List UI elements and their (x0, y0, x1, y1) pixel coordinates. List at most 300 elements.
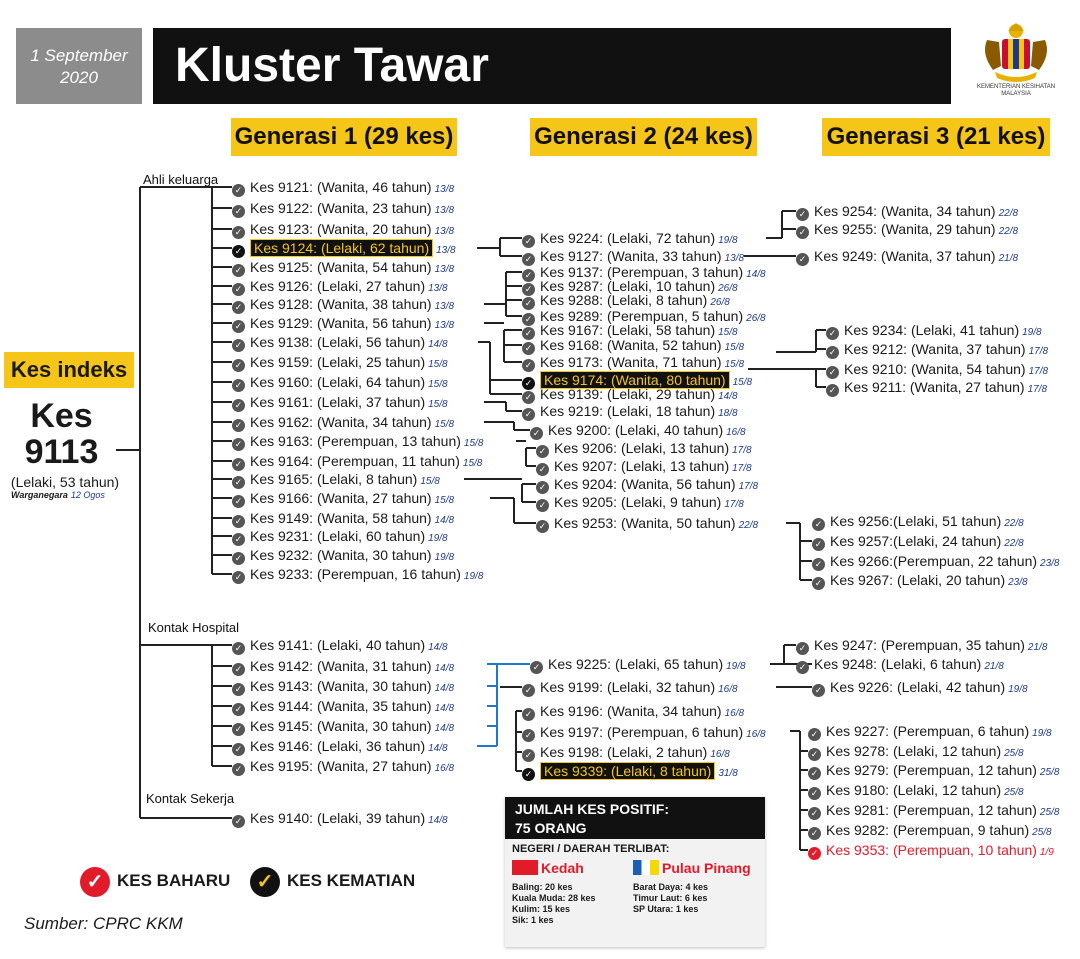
case-date: 19/8 (1008, 684, 1028, 695)
case-date: 23/8 (1040, 558, 1060, 569)
case-text: Kes 9127: (Wanita, 33 tahun) (540, 248, 722, 264)
check-icon: ✓ (522, 391, 535, 404)
case-text: Kes 9211: (Wanita, 27 tahun) (844, 379, 1025, 395)
legend-new (80, 866, 230, 896)
case-date: 13/8 (434, 205, 455, 216)
check-icon: ✓ (232, 283, 245, 296)
case-date: 17/8 (1028, 346, 1049, 357)
gen2-case-row (522, 337, 744, 353)
case-date: 22/8 (998, 208, 1019, 219)
case-text: Kes 9256:(Lelaki, 51 tahun) (830, 513, 1002, 529)
case-text: Kes 9173: (Wanita, 71 tahun) (540, 354, 722, 370)
state-kedah (512, 860, 596, 926)
case-text: Kes 9141: (Lelaki, 40 tahun) (250, 637, 426, 653)
check-icon: ✓ (232, 458, 245, 471)
case-text: Kes 9162: (Wanita, 34 tahun) (250, 414, 432, 430)
case-date: 19/8 (434, 552, 455, 563)
gen3-case-row (808, 782, 1024, 798)
gen3-case-row (826, 361, 1048, 377)
group-hospital-label: Kontak Hospital (148, 620, 240, 635)
check-icon: ✓ (808, 748, 821, 761)
case-text: Kes 9279: (Perempuan, 12 tahun) (826, 762, 1037, 778)
summary-title: JUMLAH KES POSITIF: (515, 801, 670, 817)
check-icon: ✓ (522, 235, 535, 248)
gen3-case-row (796, 203, 1018, 219)
case-date: 14/8 (718, 391, 738, 402)
check-icon: ✓ (232, 438, 245, 451)
death-check-icon: ✓ (522, 768, 535, 781)
death-check-icon: ✓ (522, 377, 535, 390)
check-icon: ✓ (808, 728, 821, 741)
gen3-case-row (796, 248, 1018, 264)
penang-district: Barat Daya: 4 kes (633, 882, 709, 892)
case-text: Kes 9267: (Lelaki, 20 tahun) (830, 572, 1006, 588)
kedah-name: Kedah (541, 860, 584, 876)
check-icon: ✓ (522, 708, 535, 721)
case-text: Kes 9281: (Perempuan, 12 tahun) (826, 802, 1037, 818)
case-date: 17/8 (732, 463, 752, 474)
gen2-case-row (522, 679, 738, 695)
check-icon: ✓ (522, 359, 535, 372)
case-text: Kes 9225: (Lelaki, 65 tahun) (548, 656, 724, 672)
case-date: 14/8 (428, 815, 448, 826)
gen1-case-row (232, 758, 454, 774)
case-text: Kes 9138: (Lelaki, 56 tahun) (250, 334, 426, 350)
case-text: Kes 9282: (Perempuan, 9 tahun) (826, 822, 1030, 838)
gen1-case-row (232, 179, 454, 195)
gen1-case-row (232, 658, 454, 674)
gen2-case-row (522, 703, 744, 719)
check-icon: ✓ (812, 684, 825, 697)
case-date: 25/8 (1039, 767, 1060, 778)
case-text: Kes 9205: (Lelaki, 9 tahun) (554, 494, 722, 510)
gen3-case-row (796, 656, 1004, 672)
source-note: Sumber: CPRC KKM (24, 914, 183, 933)
case-text: Kes 9144: (Wanita, 35 tahun) (250, 698, 432, 714)
case-text: Kes 9125: (Wanita, 54 tahun) (250, 259, 432, 275)
case-date: 14/8 (434, 663, 455, 674)
state-penang (633, 860, 751, 915)
index-case-date: 12 Ogos (70, 490, 105, 500)
generation-3-label: Generasi 3 (21 kes) (822, 118, 1050, 156)
check-icon: ✓ (232, 184, 245, 197)
gen2-case-row (536, 494, 744, 510)
case-text: Kes 9287: (Lelaki, 10 tahun) (540, 278, 716, 294)
case-date: 16/8 (710, 749, 730, 760)
case-date: 19/8 (1032, 728, 1052, 739)
case-date: 14/8 (746, 269, 766, 280)
case-date: 13/8 (428, 283, 448, 294)
check-icon: ✓ (232, 663, 245, 676)
gen2-case-row (522, 724, 766, 740)
check-icon: ✓ (522, 749, 535, 762)
check-icon: ✓ (232, 495, 245, 508)
legend-new-label: KES BAHARU (117, 871, 231, 890)
case-text: Kes 9204: (Wanita, 56 tahun) (554, 476, 736, 492)
case-text: Kes 9247: (Perempuan, 35 tahun) (814, 637, 1025, 653)
case-text: Kes 9278: (Lelaki, 12 tahun) (826, 743, 1002, 759)
check-icon: ✓ (522, 297, 535, 310)
check-icon: ✓ (232, 642, 245, 655)
gen3-case-row (808, 822, 1052, 838)
case-text: Kes 9195: (Wanita, 27 tahun) (250, 758, 432, 774)
check-icon: ✓ (530, 661, 543, 674)
check-icon: ✓ (522, 253, 535, 266)
case-text: Kes 9146: (Lelaki, 36 tahun) (250, 738, 426, 754)
index-case-label: Kes indeks (4, 352, 134, 388)
gen1-case-row (232, 414, 454, 430)
check-icon: ✓ (232, 339, 245, 352)
check-icon: ✓ (232, 226, 245, 239)
check-icon: ✓ (232, 533, 245, 546)
case-text: Kes 9266:(Perempuan, 22 tahun) (830, 553, 1038, 569)
gen1-case-row (232, 510, 454, 526)
case-date: 15/8 (434, 495, 455, 506)
check-icon: ✓ (522, 269, 535, 282)
check-icon: ✓ (826, 327, 839, 340)
citizenship-text: Warganegara (11, 490, 68, 500)
gen2-case-row (522, 354, 744, 370)
gen2-case-row (522, 763, 738, 779)
case-text: Kes 9257:(Lelaki, 24 tahun) (830, 533, 1002, 549)
case-date: 15/8 (428, 379, 448, 390)
kedah-district: Baling: 20 kes (512, 882, 573, 892)
case-date: 22/8 (998, 226, 1019, 237)
penang-district: SP Utara: 1 kes (633, 904, 699, 914)
gen1-case-row (232, 453, 482, 469)
kedah-districts (512, 882, 596, 926)
case-date: 16/8 (746, 729, 766, 740)
case-text: Kes 9210: (Wanita, 54 tahun) (844, 361, 1026, 377)
case-text: Kes 9166: (Wanita, 27 tahun) (250, 490, 432, 506)
check-icon: ✓ (522, 729, 535, 742)
case-text: Kes 9123: (Wanita, 20 tahun) (250, 221, 432, 237)
case-date: 13/8 (434, 226, 455, 237)
gen2-case-row (530, 422, 746, 438)
gen1-case-row (232, 547, 454, 563)
case-text: Kes 9207: (Lelaki, 13 tahun) (554, 458, 730, 474)
case-date: 17/8 (738, 481, 759, 492)
legend-death (250, 866, 415, 896)
gen3-case-row (808, 743, 1024, 759)
case-date: 15/8 (732, 377, 753, 388)
check-icon: ✓ (232, 515, 245, 528)
case-date: 14/8 (434, 703, 455, 714)
gen3-case-row (826, 341, 1048, 357)
case-text: Kes 9128: (Wanita, 38 tahun) (250, 296, 432, 312)
gen1-case-row (232, 259, 454, 275)
gen2-case-row (522, 386, 738, 402)
penang-flag-icon (633, 860, 659, 875)
gen1-case-row (232, 528, 448, 544)
case-date: 16/8 (718, 684, 738, 695)
gen3-case-row (796, 221, 1018, 237)
new-case-icon: ✓ (80, 867, 110, 897)
case-text: Kes 9212: (Wanita, 37 tahun) (844, 341, 1026, 357)
case-text: Kes 9200: (Lelaki, 40 tahun) (548, 422, 724, 438)
case-date: 19/8 (463, 571, 484, 582)
check-icon: ✓ (530, 427, 543, 440)
case-date: 16/8 (724, 708, 745, 719)
gen2-case-row (530, 656, 746, 672)
check-icon: ✓ (796, 253, 809, 266)
gen3-case-row (812, 553, 1060, 569)
case-date: 25/8 (1004, 787, 1024, 798)
case-date: 21/8 (1027, 642, 1048, 653)
case-date: 13/8 (434, 264, 455, 275)
case-date: 15/8 (428, 359, 448, 370)
case-text: Kes 9160: (Lelaki, 64 tahun) (250, 374, 426, 390)
check-icon: ✓ (232, 815, 245, 828)
case-date: 25/8 (1004, 748, 1024, 759)
case-date: 17/8 (1027, 384, 1048, 395)
kedah-district: Kuala Muda: 28 kes (512, 893, 596, 903)
check-icon: ✓ (808, 787, 821, 800)
case-date: 14/8 (434, 515, 455, 526)
case-date: 31/8 (718, 768, 738, 779)
case-date: 19/8 (428, 533, 448, 544)
check-icon: ✓ (522, 313, 535, 326)
date-text: 1 September 2020 (30, 46, 128, 87)
group-family-label: Ahli keluarga (143, 172, 219, 187)
check-icon: ✓ (522, 342, 535, 355)
case-text: Kes 9248: (Lelaki, 6 tahun) (814, 656, 982, 672)
generation-2-label: Generasi 2 (24 kes) (530, 118, 757, 156)
check-icon: ✓ (232, 476, 245, 489)
case-date: 22/8 (1004, 518, 1024, 529)
check-icon: ✓ (812, 577, 825, 590)
check-icon: ✓ (812, 538, 825, 551)
gen1-case-row (232, 240, 456, 256)
case-text: Kes 9224: (Lelaki, 72 tahun) (540, 230, 716, 246)
gen3-case-row (812, 513, 1024, 529)
case-text: Kes 9159: (Lelaki, 25 tahun) (250, 354, 426, 370)
check-icon: ✓ (808, 807, 821, 820)
check-icon: ✓ (232, 552, 245, 565)
case-text: Kes 9234: (Lelaki, 41 tahun) (844, 322, 1020, 338)
case-date: 26/8 (718, 283, 738, 294)
case-date: 16/8 (434, 763, 455, 774)
check-icon: ✓ (232, 683, 245, 696)
check-icon: ✓ (536, 481, 549, 494)
case-date: 1/9 (1039, 847, 1054, 858)
gen3-case-row (808, 842, 1054, 858)
gen2-case-row (536, 515, 758, 531)
gen3-case-row (808, 802, 1059, 818)
gen2-case-row (536, 476, 758, 492)
case-date: 25/8 (1039, 807, 1060, 818)
states-label: NEGERI / DAERAH TERLIBAT: (512, 843, 670, 855)
group-work-label: Kontak Sekerja (146, 791, 235, 806)
case-text: Kes 9163: (Perempuan, 13 tahun) (250, 433, 461, 449)
case-date: 15/8 (434, 419, 455, 430)
case-text: Kes 9149: (Wanita, 58 tahun) (250, 510, 432, 526)
case-text: Kes 9124: (Lelaki, 62 tahun) (250, 239, 433, 257)
case-text: Kes 9219: (Lelaki, 18 tahun) (540, 403, 716, 419)
kedah-district: Sik: 1 kes (512, 915, 554, 925)
gen2-case-row (536, 440, 752, 456)
gen1-case-row (232, 433, 483, 449)
case-text: Kes 9140: (Lelaki, 39 tahun) (250, 810, 426, 826)
check-icon: ✓ (826, 346, 839, 359)
check-icon: ✓ (232, 301, 245, 314)
gen3-case-row (826, 379, 1047, 395)
case-text: Kes 9206: (Lelaki, 13 tahun) (554, 440, 730, 456)
generation-1-label: Generasi 1 (29 kes) (231, 118, 457, 156)
case-date: 14/8 (428, 339, 448, 350)
case-text: Kes 9233: (Perempuan, 16 tahun) (250, 566, 461, 582)
case-date: 22/8 (738, 520, 759, 531)
case-text: Kes 9122: (Wanita, 23 tahun) (250, 200, 432, 216)
case-date: 17/8 (724, 499, 744, 510)
case-date: 16/8 (726, 427, 746, 438)
gen1-case-row (232, 471, 440, 487)
gen3-case-row (808, 762, 1059, 778)
gen1-case-row (232, 221, 454, 237)
case-text: Kes 9143: (Wanita, 30 tahun) (250, 678, 432, 694)
check-icon: ✓ (796, 208, 809, 221)
case-text: Kes 9255: (Wanita, 29 tahun) (814, 221, 996, 237)
case-text: Kes 9174: (Wanita, 80 tahun) (540, 371, 730, 389)
case-text: Kes 9137: (Perempuan, 3 tahun) (540, 264, 744, 280)
case-date: 13/8 (436, 245, 456, 256)
case-date: 15/8 (724, 359, 745, 370)
case-text: Kes 9197: (Perempuan, 6 tahun) (540, 724, 744, 740)
index-case-info: (Lelaki, 53 tahun) (10, 474, 120, 490)
gen1-case-row (232, 738, 448, 754)
gen1-case-row (232, 490, 454, 506)
kedah-district: Kulim: 15 kes (512, 904, 571, 914)
check-icon: ✓ (536, 445, 549, 458)
case-text: Kes 9180: (Lelaki, 12 tahun) (826, 782, 1002, 798)
summary-total: 75 ORANG (515, 820, 587, 836)
case-date: 19/8 (726, 661, 746, 672)
gen2-case-row (522, 403, 738, 419)
check-icon: ✓ (232, 379, 245, 392)
ministry-name: KEMENTERIAN KESIHATAN MALAYSIA (976, 84, 1056, 97)
check-icon: ✓ (522, 283, 535, 296)
gen3-case-row (812, 572, 1028, 588)
case-text: Kes 9165: (Lelaki, 8 tahun) (250, 471, 418, 487)
gen1-case-row (232, 394, 448, 410)
penang-name: Pulau Pinang (662, 860, 751, 876)
gen2-case-row (522, 292, 730, 308)
case-text: Kes 9142: (Wanita, 31 tahun) (250, 658, 432, 674)
case-text: Kes 9231: (Lelaki, 60 tahun) (250, 528, 426, 544)
check-icon: ✓ (826, 384, 839, 397)
case-text: Kes 9253: (Wanita, 50 tahun) (554, 515, 736, 531)
case-date: 14/8 (428, 743, 448, 754)
gen1-case-row (232, 678, 454, 694)
gen1-case-row (232, 718, 454, 734)
case-date: 21/8 (998, 253, 1019, 264)
index-case-id: Kes 9113 (24, 397, 99, 471)
check-icon: ✓ (808, 827, 821, 840)
check-icon: ✓ (232, 399, 245, 412)
check-icon: ✓ (536, 463, 549, 476)
case-date: 17/8 (732, 445, 752, 456)
case-text: Kes 9288: (Lelaki, 8 tahun) (540, 292, 708, 308)
check-icon: ✓ (232, 264, 245, 277)
case-text: Kes 9121: (Wanita, 46 tahun) (250, 179, 432, 195)
case-date: 15/8 (718, 327, 738, 338)
check-icon: ✓ (536, 520, 549, 533)
case-text: Kes 9249: (Wanita, 37 tahun) (814, 248, 996, 264)
kedah-flag-icon (512, 860, 538, 875)
case-date: 21/8 (984, 661, 1004, 672)
check-icon: ✓ (232, 763, 245, 776)
case-text: Kes 9129: (Wanita, 56 tahun) (250, 315, 432, 331)
case-date: 15/8 (428, 399, 448, 410)
gen2-case-row (522, 744, 730, 760)
case-date: 17/8 (1028, 366, 1049, 377)
gen1-case-row (232, 296, 454, 312)
check-icon: ✓ (808, 767, 821, 780)
case-text: Kes 9167: (Lelaki, 58 tahun) (540, 322, 716, 338)
case-text: Kes 9289: (Perempuan, 5 tahun) (540, 308, 744, 324)
case-text: Kes 9168: (Wanita, 52 tahun) (540, 337, 722, 353)
check-icon: ✓ (232, 359, 245, 372)
gen1-case-row (232, 354, 448, 370)
case-text: Kes 9161: (Lelaki, 37 tahun) (250, 394, 426, 410)
check-icon: ✓ (812, 518, 825, 531)
case-date: 13/8 (724, 253, 745, 264)
gen1-case-row (232, 200, 454, 216)
case-date: 14/8 (434, 723, 455, 734)
case-text: Kes 9196: (Wanita, 34 tahun) (540, 703, 722, 719)
case-date: 25/8 (1032, 827, 1052, 838)
check-icon: ✓ (232, 205, 245, 218)
gen1-case-row (232, 334, 448, 350)
legend-death-label: KES KEMATIAN (287, 871, 416, 890)
case-date: 15/8 (462, 458, 483, 469)
summary-header (505, 797, 765, 839)
case-date: 26/8 (746, 313, 766, 324)
case-date: 15/8 (724, 342, 745, 353)
new-case-check-icon: ✓ (808, 847, 821, 860)
gen2-case-row (522, 230, 738, 246)
case-text: Kes 9339: (Lelaki, 8 tahun) (540, 762, 715, 780)
gen2-case-row (522, 322, 738, 338)
gen3-case-row (808, 723, 1052, 739)
check-icon: ✓ (232, 571, 245, 584)
gen2-case-row (536, 458, 752, 474)
case-text: Kes 9232: (Wanita, 30 tahun) (250, 547, 432, 563)
case-text: Kes 9226: (Lelaki, 42 tahun) (830, 679, 1006, 695)
gen1-case-row (232, 374, 448, 390)
case-text: Kes 9145: (Wanita, 30 tahun) (250, 718, 432, 734)
case-text: Kes 9353: (Perempuan, 10 tahun) (826, 842, 1037, 858)
case-text: Kes 9139: (Lelaki, 29 tahun) (540, 386, 716, 402)
gen3-case-row (812, 679, 1028, 695)
penang-district: Timur Laut: 6 kes (633, 893, 708, 903)
gen1-case-row (232, 566, 483, 582)
case-text: Kes 9126: (Lelaki, 27 tahun) (250, 278, 426, 294)
death-check-icon: ✓ (232, 245, 245, 258)
case-date: 26/8 (710, 297, 730, 308)
check-icon: ✓ (796, 661, 809, 674)
check-icon: ✓ (536, 499, 549, 512)
case-date: 15/8 (420, 476, 440, 487)
case-date: 14/8 (428, 642, 448, 653)
check-icon: ✓ (232, 703, 245, 716)
case-text: Kes 9254: (Wanita, 34 tahun) (814, 203, 996, 219)
case-date: 19/8 (718, 235, 738, 246)
case-date: 19/8 (1022, 327, 1042, 338)
gen1-case-row (232, 278, 448, 294)
gen1-case-row (232, 315, 454, 331)
gen1-case-row (232, 698, 454, 714)
